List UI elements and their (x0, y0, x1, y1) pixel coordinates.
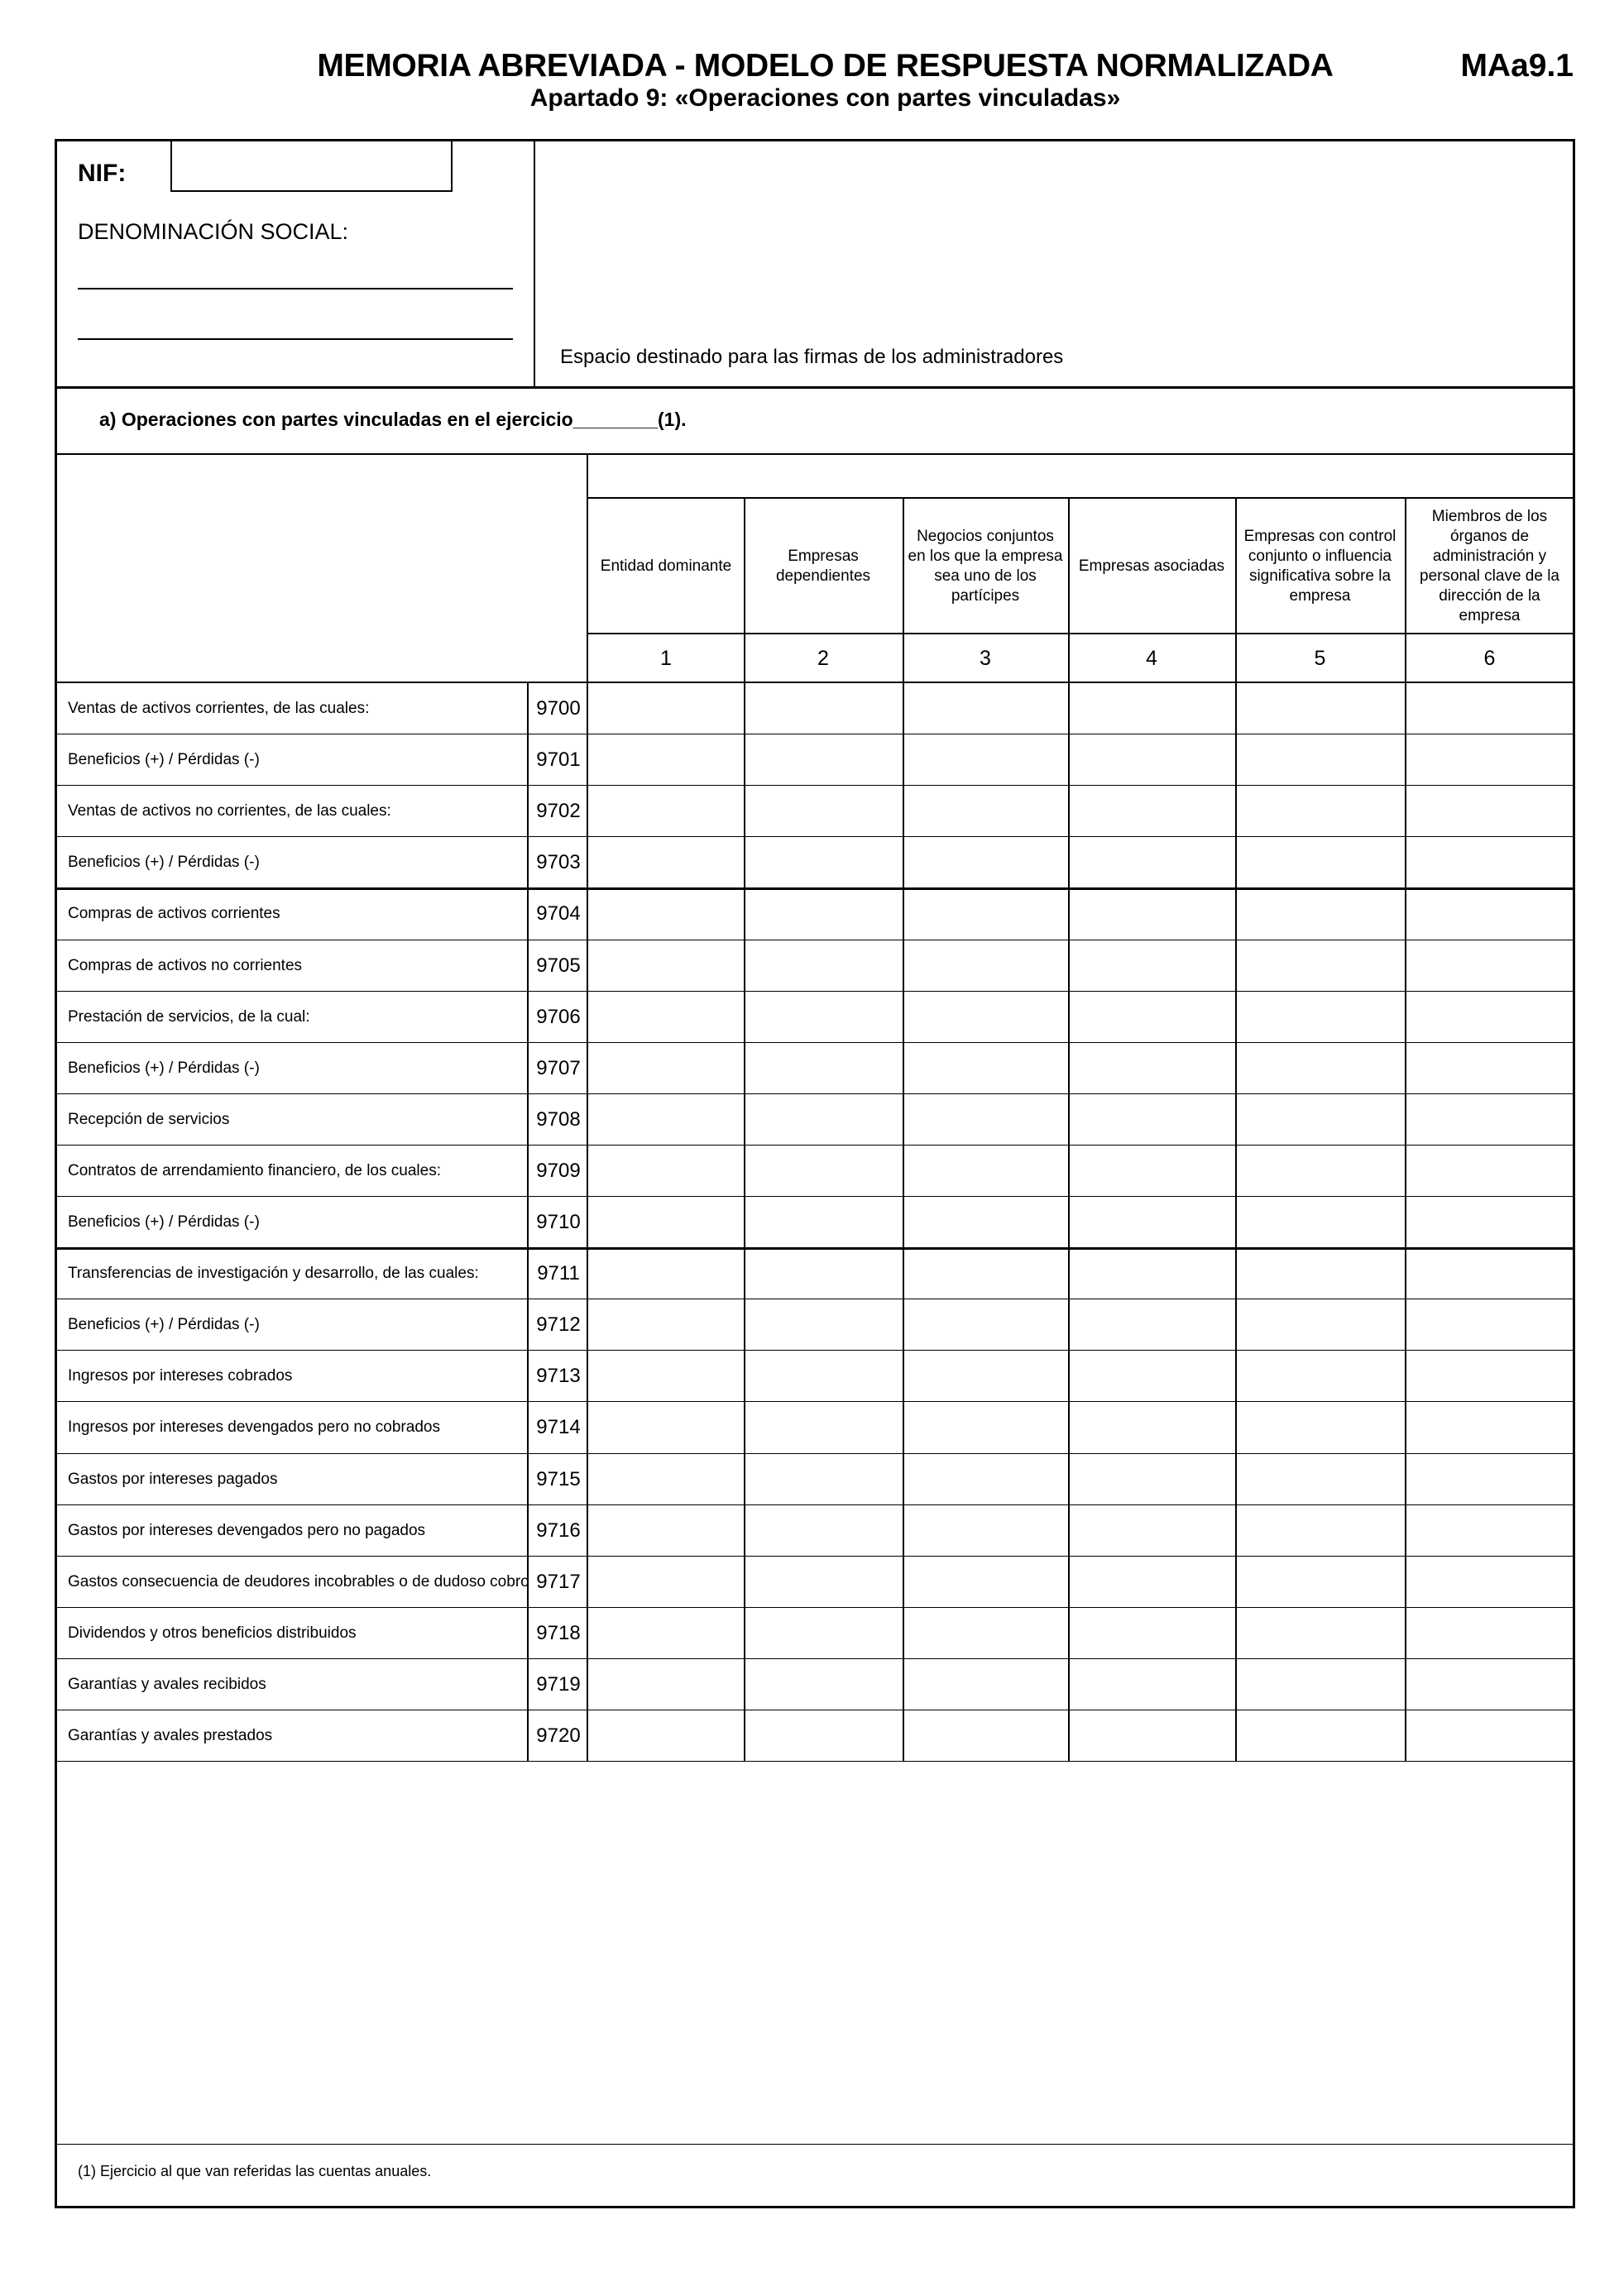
input-cell-9720-3[interactable] (904, 1710, 1068, 1762)
row-label-9709: Contratos de arrendamiento financiero, de los cuales: (68, 1162, 441, 1179)
input-cell-9706-6[interactable] (1406, 992, 1574, 1043)
input-cell-9706-2[interactable] (745, 992, 903, 1043)
input-cell-9717-3[interactable] (904, 1557, 1068, 1608)
document-title: MEMORIA ABREVIADA - MODELO DE RESPUESTA NORMALIZADA (317, 48, 1334, 84)
row-label-9714: Ingresos por intereses devengados pero no cobrados (68, 1418, 440, 1436)
input-cell-9712-1[interactable] (590, 1299, 744, 1351)
input-cell-9707-3[interactable] (904, 1043, 1068, 1094)
row-code-9707: 9707 (536, 1057, 581, 1079)
input-cell-9708-3[interactable] (904, 1094, 1068, 1146)
input-cell-9710-6[interactable] (1406, 1197, 1574, 1248)
column-number-3: 3 (980, 646, 991, 670)
row-code-9718: 9718 (536, 1622, 581, 1644)
input-cell-9703-3[interactable] (904, 837, 1068, 888)
input-cell-9701-6[interactable] (1406, 734, 1574, 786)
input-cell-9719-2[interactable] (745, 1659, 903, 1710)
input-cell-9705-6[interactable] (1406, 940, 1574, 992)
input-cell-9700-4[interactable] (1070, 683, 1235, 734)
input-cell-9707-6[interactable] (1406, 1043, 1574, 1094)
column-header-6: Miembros de los órganos de administración y personal clave de la dirección de la empresa (1420, 507, 1559, 624)
column-header-5: Empresas con control conjunto o influencia significativa sobre la empresa (1243, 527, 1396, 605)
row-code-9714: 9714 (536, 1416, 581, 1438)
input-cell-9716-2[interactable] (745, 1505, 903, 1557)
row-label-9704: Compras de activos corrientes (68, 905, 280, 922)
column-header-4: Empresas asociadas (1078, 557, 1225, 575)
row-code-9713: 9713 (536, 1365, 581, 1387)
row-label-9720: Garantías y avales prestados (68, 1727, 273, 1744)
input-cell-9712-6[interactable] (1406, 1299, 1574, 1351)
row-code-9711: 9711 (537, 1262, 580, 1284)
nif-label: NIF: (78, 160, 127, 187)
row-code-9700: 9700 (536, 697, 581, 720)
input-cell-9719-6[interactable] (1406, 1659, 1574, 1710)
input-cell-9720-4[interactable] (1070, 1710, 1235, 1762)
input-cell-9720-6[interactable] (1406, 1710, 1574, 1762)
input-cell-9704-5[interactable] (1237, 888, 1405, 940)
signatures-label: Espacio destinado para las firmas de los administradores (560, 346, 1064, 368)
input-cell-9719-4[interactable] (1070, 1659, 1235, 1710)
input-cell-9707-1[interactable] (590, 1043, 744, 1094)
row-code-9708: 9708 (536, 1108, 581, 1131)
input-cell-9706-3[interactable] (904, 992, 1068, 1043)
row-label-9700: Ventas de activos corrientes, de las cuales: (68, 700, 370, 717)
input-cell-9717-1[interactable] (590, 1557, 744, 1608)
input-cell-9708-4[interactable] (1070, 1094, 1235, 1146)
input-cell-9711-4[interactable] (1070, 1248, 1235, 1299)
input-cell-9718-5[interactable] (1237, 1608, 1405, 1659)
input-cell-9715-6[interactable] (1406, 1454, 1574, 1505)
input-cell-9703-6[interactable] (1406, 837, 1574, 888)
input-cell-9719-3[interactable] (904, 1659, 1068, 1710)
input-cell-9711-2[interactable] (745, 1248, 903, 1299)
row-label-9711: Transferencias de investigación y desarrollo, de las cuales: (68, 1265, 479, 1282)
input-cell-9714-3[interactable] (904, 1402, 1068, 1453)
input-cell-9713-4[interactable] (1070, 1351, 1235, 1402)
input-cell-9700-6[interactable] (1406, 683, 1574, 734)
row-label-9710: Beneficios (+) / Pérdidas (-) (68, 1213, 260, 1231)
input-cell-9705-4[interactable] (1070, 940, 1235, 992)
input-cell-9709-6[interactable] (1406, 1146, 1574, 1197)
input-cell-9700-3[interactable] (904, 683, 1068, 734)
input-cell-9701-1[interactable] (590, 734, 744, 786)
input-cell-9701-2[interactable] (745, 734, 903, 786)
column-number-5: 5 (1314, 646, 1326, 670)
row-label-9701: Beneficios (+) / Pérdidas (-) (68, 751, 260, 768)
input-cell-9708-5[interactable] (1237, 1094, 1405, 1146)
input-cell-9709-1[interactable] (590, 1146, 744, 1197)
input-cell-9707-2[interactable] (745, 1043, 903, 1094)
input-cell-9712-5[interactable] (1237, 1299, 1405, 1351)
row-code-9715: 9715 (536, 1468, 581, 1490)
input-cell-9700-2[interactable] (745, 683, 903, 734)
input-cell-9714-2[interactable] (745, 1402, 903, 1453)
row-label-9703: Beneficios (+) / Pérdidas (-) (68, 854, 260, 871)
input-cell-9716-4[interactable] (1070, 1505, 1235, 1557)
row-label-9718: Dividendos y otros beneficios distribuidos (68, 1624, 357, 1642)
input-cell-9716-5[interactable] (1237, 1505, 1405, 1557)
input-cell-9712-3[interactable] (904, 1299, 1068, 1351)
row-code-9705: 9705 (536, 954, 581, 977)
denominacion-line-1[interactable] (78, 288, 513, 289)
input-cell-9703-5[interactable] (1237, 837, 1405, 888)
input-cell-9710-1[interactable] (590, 1197, 744, 1248)
input-cell-9718-6[interactable] (1406, 1608, 1574, 1659)
input-cell-9702-2[interactable] (745, 786, 903, 837)
footnote: (1) Ejercicio al que van referidas las cuentas anuales. (78, 2163, 432, 2179)
input-cell-9720-2[interactable] (745, 1710, 903, 1762)
input-cell-9708-6[interactable] (1406, 1094, 1574, 1146)
row-code-9701: 9701 (536, 749, 581, 771)
input-cell-9706-5[interactable] (1237, 992, 1405, 1043)
input-cell-9708-2[interactable] (745, 1094, 903, 1146)
row-code-9716: 9716 (536, 1519, 581, 1542)
column-number-6: 6 (1483, 646, 1496, 670)
column-header-2: Empresas dependientes (775, 547, 871, 585)
row-label-9715: Gastos por intereses pagados (68, 1471, 278, 1488)
row-code-9702: 9702 (536, 800, 581, 822)
document-subtitle: Apartado 9: «Operaciones con partes vinculadas» (529, 84, 1121, 112)
input-cell-9704-6[interactable] (1406, 888, 1574, 940)
id-bottom-rule (55, 386, 1575, 389)
input-cell-9706-4[interactable] (1070, 992, 1235, 1043)
input-cell-9720-1[interactable] (590, 1710, 744, 1762)
input-cell-9702-4[interactable] (1070, 786, 1235, 837)
input-cell-9715-4[interactable] (1070, 1454, 1235, 1505)
row-label-9705: Compras de activos no corrientes (68, 957, 303, 974)
column-number-1: 1 (660, 646, 672, 670)
input-cell-9704-4[interactable] (1070, 888, 1235, 940)
row-code-9719: 9719 (536, 1673, 581, 1696)
input-cell-9714-5[interactable] (1237, 1402, 1405, 1453)
row-label-9702: Ventas de activos no corrientes, de las cuales: (68, 802, 391, 820)
footnote-rule (55, 2144, 1575, 2145)
row-label-9707: Beneficios (+) / Pérdidas (-) (68, 1060, 260, 1077)
input-cell-9700-1[interactable] (590, 683, 744, 734)
input-cell-9704-3[interactable] (904, 888, 1068, 940)
input-cell-9705-5[interactable] (1237, 940, 1405, 992)
input-cell-9706-1[interactable] (590, 992, 744, 1043)
input-cell-9716-1[interactable] (590, 1505, 744, 1557)
input-cell-9715-3[interactable] (904, 1454, 1068, 1505)
row-label-9716: Gastos por intereses devengados pero no pagados (68, 1522, 426, 1539)
row-code-9703: 9703 (536, 851, 581, 873)
input-cell-9703-1[interactable] (590, 837, 744, 888)
input-cell-9720-5[interactable] (1237, 1710, 1405, 1762)
row-code-9720: 9720 (536, 1724, 581, 1747)
row-label-9713: Ingresos por intereses cobrados (68, 1367, 293, 1385)
input-cell-9718-3[interactable] (904, 1608, 1068, 1659)
input-cell-9712-4[interactable] (1070, 1299, 1235, 1351)
input-cell-9713-3[interactable] (904, 1351, 1068, 1402)
input-cell-9709-5[interactable] (1237, 1146, 1405, 1197)
input-cell-9717-4[interactable] (1070, 1557, 1235, 1608)
input-cell-9707-5[interactable] (1237, 1043, 1405, 1094)
input-cell-9705-3[interactable] (904, 940, 1068, 992)
input-cell-9712-2[interactable] (745, 1299, 903, 1351)
column-header-3: Negocios conjuntos en los que la empresa sea uno de los partícipes (908, 527, 1063, 605)
input-cell-9707-4[interactable] (1070, 1043, 1235, 1094)
row-label-9708: Recepción de servicios (68, 1111, 230, 1128)
input-cell-9713-1[interactable] (590, 1351, 744, 1402)
input-cell-9703-2[interactable] (745, 837, 903, 888)
column-header-1: Entidad dominante (600, 557, 732, 575)
column-number-4: 4 (1146, 646, 1157, 670)
input-cell-9711-5[interactable] (1237, 1248, 1405, 1299)
row-label-9719: Garantías y avales recibidos (68, 1676, 266, 1693)
input-cell-9701-5[interactable] (1237, 734, 1405, 786)
input-cell-9714-4[interactable] (1070, 1402, 1235, 1453)
input-cell-9717-6[interactable] (1406, 1557, 1574, 1608)
input-cell-9717-5[interactable] (1237, 1557, 1405, 1608)
input-cell-9713-2[interactable] (745, 1351, 903, 1402)
input-cell-9702-1[interactable] (590, 786, 744, 837)
input-cell-9703-4[interactable] (1070, 837, 1235, 888)
input-cell-9718-1[interactable] (590, 1608, 744, 1659)
input-cell-9715-2[interactable] (745, 1454, 903, 1505)
nif-field[interactable] (170, 139, 453, 192)
row-code-9704: 9704 (536, 902, 581, 925)
row-code-9710: 9710 (536, 1211, 581, 1233)
input-cell-9719-1[interactable] (590, 1659, 744, 1710)
input-cell-9700-5[interactable] (1237, 683, 1405, 734)
input-cell-9717-2[interactable] (745, 1557, 903, 1608)
row-label-9717: Gastos consecuencia de deudores incobrables o de dudoso cobro (68, 1573, 529, 1590)
input-cell-9718-4[interactable] (1070, 1608, 1235, 1659)
input-cell-9713-5[interactable] (1237, 1351, 1405, 1402)
input-cell-9711-3[interactable] (904, 1248, 1068, 1299)
input-cell-9711-1[interactable] (590, 1248, 744, 1299)
section-a-title: a) Operaciones con partes vinculadas en el ejercicio________(1). (99, 409, 687, 430)
input-cell-9719-5[interactable] (1237, 1659, 1405, 1710)
input-cell-9715-5[interactable] (1237, 1454, 1405, 1505)
column-number-2: 2 (817, 646, 829, 670)
row-code-9709: 9709 (536, 1160, 581, 1182)
row-code-9706: 9706 (536, 1006, 581, 1028)
input-cell-9709-4[interactable] (1070, 1146, 1235, 1197)
row-code-9717: 9717 (536, 1571, 581, 1593)
denominacion-line-2[interactable] (78, 338, 513, 340)
input-cell-9702-6[interactable] (1406, 786, 1574, 837)
section-a-rule (55, 453, 1575, 455)
input-cell-9702-3[interactable] (904, 786, 1068, 837)
input-cell-9705-2[interactable] (745, 940, 903, 992)
input-cell-9715-1[interactable] (590, 1454, 744, 1505)
input-cell-9710-4[interactable] (1070, 1197, 1235, 1248)
input-cell-9714-6[interactable] (1406, 1402, 1574, 1453)
input-cell-9718-2[interactable] (745, 1608, 903, 1659)
input-cell-9713-6[interactable] (1406, 1351, 1574, 1402)
form-code: MAa9.1 (1460, 48, 1574, 84)
id-divider (534, 139, 535, 387)
input-cell-9714-1[interactable] (590, 1402, 744, 1453)
input-cell-9702-5[interactable] (1237, 786, 1405, 837)
input-cell-9705-1[interactable] (590, 940, 744, 992)
input-cell-9710-2[interactable] (745, 1197, 903, 1248)
input-cell-9710-5[interactable] (1237, 1197, 1405, 1248)
input-cell-9709-2[interactable] (745, 1146, 903, 1197)
input-cell-9709-3[interactable] (904, 1146, 1068, 1197)
input-cell-9708-1[interactable] (590, 1094, 744, 1146)
input-cell-9716-6[interactable] (1406, 1505, 1574, 1557)
row-code-9712: 9712 (536, 1313, 581, 1336)
denominacion-label: DENOMINACIÓN SOCIAL: (78, 219, 349, 244)
row-label-9706: Prestación de servicios, de la cual: (68, 1008, 310, 1026)
input-cell-9716-3[interactable] (904, 1505, 1068, 1557)
input-cell-9711-6[interactable] (1406, 1248, 1574, 1299)
row-label-9712: Beneficios (+) / Pérdidas (-) (68, 1316, 260, 1333)
input-cell-9704-1[interactable] (590, 888, 744, 940)
input-cell-9701-4[interactable] (1070, 734, 1235, 786)
input-cell-9710-3[interactable] (904, 1197, 1068, 1248)
input-cell-9704-2[interactable] (745, 888, 903, 940)
input-cell-9701-3[interactable] (904, 734, 1068, 786)
